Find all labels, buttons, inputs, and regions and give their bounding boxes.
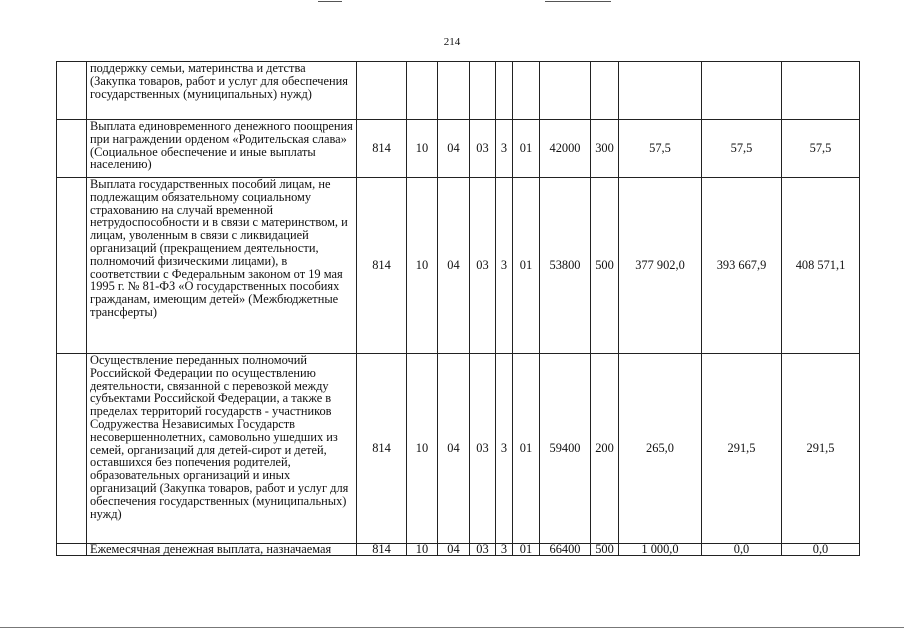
- expense-name: Выплата государственных пособий лицам, не подлежащим обязательному социальному страхованию на случай временной нетрудоспособности и в связи с материнством, и лицам, уволенным в связи с ликвидацией организаций (прекращением деятельности, полномочий физическими лицами), в соответствии с Федеральным законом от 19 мая 1995 г. № 81-ФЗ «О государственных пособиях гражданам, имеющим детей» (Межбюджетные трансферты): [87, 178, 357, 354]
- row-margin-cell: [57, 354, 87, 544]
- section-code: [407, 62, 438, 120]
- expense-type-code: [591, 62, 619, 120]
- sum-year-3: 291,5: [782, 354, 860, 544]
- subsection-code: [438, 62, 470, 120]
- program-code: 03: [470, 354, 496, 544]
- direction-code: 53800: [540, 178, 591, 354]
- section-code: 10: [407, 354, 438, 544]
- expense-type-code: 500: [591, 544, 619, 556]
- program-code: [470, 62, 496, 120]
- scan-artifact-top-left: [318, 1, 342, 2]
- subprogram-code: 3: [496, 120, 513, 178]
- table-row: [57, 544, 860, 556]
- expense-type-code: 200: [591, 354, 619, 544]
- ministry-code: 814: [357, 544, 407, 556]
- expense-name: Ежемесячная денежная выплата, назначаемая: [87, 544, 357, 556]
- subprogram-code: 3: [496, 354, 513, 544]
- row-margin-cell: [57, 544, 87, 556]
- subsection-code: 04: [438, 178, 470, 354]
- row-margin-cell: [57, 120, 87, 178]
- sum-year-1: 57,5: [619, 120, 702, 178]
- expense-name: Осуществление переданных полномочий Российской Федерации по осуществлению деятельности, связанной с перевозкой между субъектами Российской Федерации, а также в пределах территорий государств - участников Содружества Независимых Государств несовершеннолетних, самовольно ушедших из семей, организаций для детей-сирот и детей, оставшихся без попечения родителей, образовательных организаций и иных организаций (Закупка товаров, работ и услуг для обеспечения государственных (муниципальных) нужд): [87, 354, 357, 544]
- expense-name: Выплата единовременного денежного поощрения при награждении орденом «Родительская слава» (Социальное обеспечение и иные выплаты населению): [87, 120, 357, 178]
- row-margin-cell: [57, 62, 87, 120]
- program-code: 03: [470, 544, 496, 556]
- sum-year-3: 0,0: [782, 544, 860, 556]
- direction-code: 42000: [540, 120, 591, 178]
- scan-artifact-top-right: [545, 1, 611, 2]
- subprogram-code: [496, 62, 513, 120]
- sum-year-2: 393 667,9: [702, 178, 782, 354]
- subsection-code: 04: [438, 120, 470, 178]
- row-margin-cell: [57, 178, 87, 354]
- subprogram-code: 3: [496, 544, 513, 556]
- expense-type-code: 300: [591, 120, 619, 178]
- sum-year-3: 57,5: [782, 120, 860, 178]
- direction-code: 59400: [540, 354, 591, 544]
- sum-year-1: 377 902,0: [619, 178, 702, 354]
- sum-year-2: 0,0: [702, 544, 782, 556]
- table-row: [57, 354, 860, 544]
- ministry-code: 814: [357, 354, 407, 544]
- section-code: 10: [407, 544, 438, 556]
- sum-year-2: 291,5: [702, 354, 782, 544]
- sum-year-1: 1 000,0: [619, 544, 702, 556]
- sum-year-1: 265,0: [619, 354, 702, 544]
- ministry-code: 814: [357, 178, 407, 354]
- event-code: 01: [513, 178, 540, 354]
- budget-table: [56, 61, 860, 556]
- direction-code: 66400: [540, 544, 591, 556]
- table-row: [57, 178, 860, 354]
- scan-artifact-bottom: [0, 627, 904, 628]
- sum-year-2: 57,5: [702, 120, 782, 178]
- subprogram-code: 3: [496, 178, 513, 354]
- subsection-code: 04: [438, 354, 470, 544]
- ministry-code: 814: [357, 120, 407, 178]
- direction-code: [540, 62, 591, 120]
- table-row: [57, 120, 860, 178]
- event-code: 01: [513, 120, 540, 178]
- event-code: [513, 62, 540, 120]
- subsection-code: 04: [438, 544, 470, 556]
- sum-year-3: [782, 62, 860, 120]
- event-code: 01: [513, 544, 540, 556]
- program-code: 03: [470, 120, 496, 178]
- expense-type-code: 500: [591, 178, 619, 354]
- table-row: [57, 62, 860, 120]
- expense-name: поддержку семьи, материнства и детства (Закупка товаров, работ и услуг для обеспечения государственных (муниципальных) нужд): [87, 62, 357, 120]
- event-code: 01: [513, 354, 540, 544]
- sum-year-3: 408 571,1: [782, 178, 860, 354]
- section-code: 10: [407, 178, 438, 354]
- section-code: 10: [407, 120, 438, 178]
- sum-year-1: [619, 62, 702, 120]
- program-code: 03: [470, 178, 496, 354]
- ministry-code: [357, 62, 407, 120]
- page-number: 214: [443, 36, 461, 48]
- sum-year-2: [702, 62, 782, 120]
